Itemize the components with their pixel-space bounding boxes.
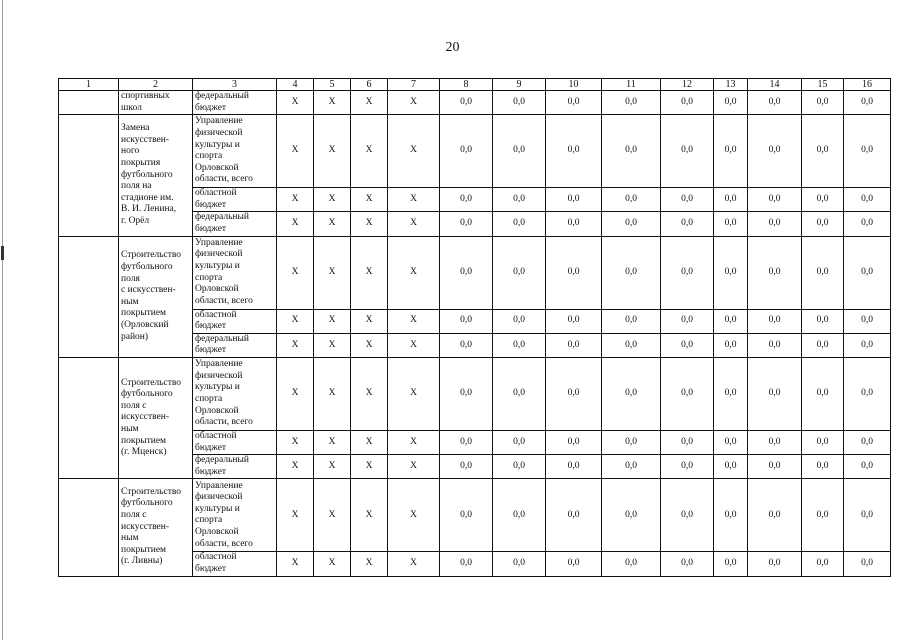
event-name-line: поля с — [121, 510, 147, 521]
column-number: 14 — [748, 79, 802, 91]
x-mark-cell: Х — [277, 552, 314, 576]
event-name-cell — [119, 357, 193, 478]
funding-source-cell — [193, 552, 277, 576]
funding-source-line: области, всего — [195, 538, 253, 549]
value-cell: 0,0 — [440, 430, 493, 454]
x-mark-cell: Х — [351, 236, 388, 309]
value-cell: 0,0 — [714, 212, 748, 236]
column-number: 10 — [546, 79, 602, 91]
table-row — [59, 115, 891, 188]
x-mark-cell: Х — [351, 309, 388, 333]
x-mark-cell: Х — [351, 333, 388, 357]
value-cell: 0,0 — [440, 455, 493, 479]
table-row — [59, 91, 891, 115]
value-cell: 0,0 — [748, 333, 802, 357]
value-cell: 0,0 — [493, 188, 546, 212]
event-name-line: футбольного — [121, 169, 173, 180]
index-cell — [59, 91, 119, 115]
funding-source-line: бюджет — [195, 466, 227, 477]
funding-source-line: Орловской — [195, 405, 239, 416]
value-cell: 0,0 — [546, 333, 602, 357]
x-mark-cell: Х — [277, 357, 314, 430]
value-cell: 0,0 — [748, 357, 802, 430]
funding-source-line: областной — [195, 188, 237, 199]
event-name-line: поля с — [121, 400, 147, 411]
event-name-line: покрытия — [121, 157, 161, 168]
column-number: 3 — [193, 79, 277, 91]
event-name-line: футбольного — [121, 261, 173, 272]
value-cell: 0,0 — [844, 188, 891, 212]
value-cell: 0,0 — [602, 455, 661, 479]
value-cell: 0,0 — [602, 333, 661, 357]
x-mark-cell: Х — [351, 455, 388, 479]
value-cell: 0,0 — [844, 91, 891, 115]
event-name-line: с искусствен- — [121, 285, 176, 296]
x-mark-cell: Х — [314, 552, 351, 576]
value-cell: 0,0 — [714, 333, 748, 357]
x-mark-cell: Х — [277, 91, 314, 115]
value-cell: 0,0 — [714, 479, 748, 552]
event-name-line: искусствен- — [121, 134, 170, 145]
event-name-line: стадионе им. — [121, 192, 174, 203]
value-cell: 0,0 — [546, 236, 602, 309]
x-mark-cell: Х — [388, 188, 440, 212]
value-cell: 0,0 — [748, 430, 802, 454]
funding-source-line: бюджет — [195, 321, 227, 332]
event-name-line: Строительство — [121, 250, 182, 261]
event-name-line: район) — [121, 331, 149, 342]
value-cell: 0,0 — [546, 212, 602, 236]
x-mark-cell: Х — [314, 236, 351, 309]
x-mark-cell: Х — [277, 309, 314, 333]
funding-source-line: культуры и — [195, 139, 240, 150]
index-cell — [59, 479, 119, 576]
event-name-line: покрытием — [121, 308, 167, 319]
value-cell: 0,0 — [546, 91, 602, 115]
value-cell: 0,0 — [714, 115, 748, 188]
x-mark-cell: Х — [314, 91, 351, 115]
value-cell: 0,0 — [493, 309, 546, 333]
value-cell: 0,0 — [602, 91, 661, 115]
event-name-cell — [119, 236, 193, 357]
value-cell: 0,0 — [493, 91, 546, 115]
left-margin-line — [2, 0, 3, 640]
event-name-line: (Орловский — [121, 319, 169, 330]
event-name-line: Строительство — [121, 377, 182, 388]
column-number: 6 — [351, 79, 388, 91]
left-margin-mark — [1, 246, 4, 260]
value-cell: 0,0 — [802, 212, 844, 236]
x-mark-cell: Х — [314, 430, 351, 454]
column-number: 16 — [844, 79, 891, 91]
column-number: 5 — [314, 79, 351, 91]
value-cell: 0,0 — [802, 455, 844, 479]
value-cell: 0,0 — [661, 552, 714, 576]
table-row — [59, 479, 891, 552]
value-cell: 0,0 — [602, 357, 661, 430]
x-mark-cell: Х — [388, 91, 440, 115]
x-mark-cell: Х — [277, 212, 314, 236]
value-cell: 0,0 — [802, 91, 844, 115]
value-cell: 0,0 — [546, 309, 602, 333]
event-name-line: искусствен- — [121, 412, 170, 423]
x-mark-cell: Х — [351, 188, 388, 212]
event-name-line: В. И. Ленина, — [121, 204, 177, 215]
funding-source-line: спорта — [195, 151, 223, 162]
funding-source-line: бюджет — [195, 563, 227, 574]
funding-source-line: физической — [195, 249, 243, 260]
x-mark-cell: Х — [351, 115, 388, 188]
value-cell: 0,0 — [493, 236, 546, 309]
value-cell: 0,0 — [661, 91, 714, 115]
funding-source-line: Управление — [195, 116, 243, 127]
x-mark-cell: Х — [388, 212, 440, 236]
funding-source-cell — [193, 479, 277, 552]
value-cell: 0,0 — [602, 430, 661, 454]
value-cell: 0,0 — [748, 455, 802, 479]
value-cell: 0,0 — [493, 357, 546, 430]
event-name-line: ным — [121, 423, 139, 434]
funding-source-cell — [193, 430, 277, 454]
x-mark-cell: Х — [351, 430, 388, 454]
x-mark-cell: Х — [277, 430, 314, 454]
value-cell: 0,0 — [440, 552, 493, 576]
x-mark-cell: Х — [277, 115, 314, 188]
x-mark-cell: Х — [351, 357, 388, 430]
value-cell: 0,0 — [661, 309, 714, 333]
funding-source-line: Орловской — [195, 162, 239, 173]
value-cell: 0,0 — [493, 430, 546, 454]
value-cell: 0,0 — [440, 115, 493, 188]
funding-source-cell — [193, 91, 277, 115]
value-cell: 0,0 — [661, 212, 714, 236]
table-row — [59, 236, 891, 309]
value-cell: 0,0 — [802, 309, 844, 333]
funding-source-cell — [193, 455, 277, 479]
funding-source-line: областной — [195, 309, 237, 320]
value-cell: 0,0 — [714, 552, 748, 576]
value-cell: 0,0 — [493, 333, 546, 357]
x-mark-cell: Х — [388, 115, 440, 188]
funding-source-line: федеральный — [195, 91, 249, 101]
x-mark-cell: Х — [277, 479, 314, 552]
value-cell: 0,0 — [440, 188, 493, 212]
value-cell: 0,0 — [802, 188, 844, 212]
funding-source-line: бюджет — [195, 199, 227, 210]
event-name-line: спортивных — [121, 91, 170, 101]
column-number: 2 — [119, 79, 193, 91]
x-mark-cell: Х — [351, 552, 388, 576]
value-cell: 0,0 — [661, 479, 714, 552]
funding-source-line: федеральный — [195, 212, 249, 223]
funding-source-line: бюджет — [195, 102, 227, 113]
funding-source-line: культуры и — [195, 382, 240, 393]
x-mark-cell: Х — [314, 357, 351, 430]
x-mark-cell: Х — [314, 188, 351, 212]
x-mark-cell: Х — [277, 188, 314, 212]
value-cell: 0,0 — [714, 357, 748, 430]
funding-source-line: Орловской — [195, 526, 239, 537]
value-cell: 0,0 — [748, 212, 802, 236]
value-cell: 0,0 — [802, 333, 844, 357]
event-name-line: (г. Ливны) — [121, 556, 163, 567]
funding-source-line: Управление — [195, 237, 243, 248]
value-cell: 0,0 — [844, 115, 891, 188]
index-cell — [59, 357, 119, 478]
column-number: 13 — [714, 79, 748, 91]
event-name-line: школ — [121, 102, 142, 113]
funding-source-line: бюджет — [195, 223, 227, 234]
funding-source-line: культуры и — [195, 260, 240, 271]
value-cell: 0,0 — [602, 212, 661, 236]
value-cell: 0,0 — [440, 236, 493, 309]
value-cell: 0,0 — [714, 236, 748, 309]
value-cell: 0,0 — [493, 552, 546, 576]
x-mark-cell: Х — [277, 333, 314, 357]
value-cell: 0,0 — [802, 430, 844, 454]
value-cell: 0,0 — [802, 479, 844, 552]
funding-source-cell — [193, 357, 277, 430]
value-cell: 0,0 — [661, 333, 714, 357]
value-cell: 0,0 — [802, 115, 844, 188]
funding-source-line: области, всего — [195, 174, 253, 185]
x-mark-cell: Х — [388, 430, 440, 454]
index-cell — [59, 236, 119, 357]
value-cell: 0,0 — [844, 212, 891, 236]
value-cell: 0,0 — [844, 455, 891, 479]
value-cell: 0,0 — [546, 115, 602, 188]
x-mark-cell: Х — [388, 357, 440, 430]
table-row — [59, 357, 891, 430]
value-cell: 0,0 — [493, 115, 546, 188]
funding-source-line: спорта — [195, 393, 223, 404]
value-cell: 0,0 — [602, 188, 661, 212]
value-cell: 0,0 — [748, 188, 802, 212]
event-name-cell — [119, 479, 193, 576]
value-cell: 0,0 — [546, 430, 602, 454]
value-cell: 0,0 — [748, 91, 802, 115]
funding-source-line: областной — [195, 430, 237, 441]
value-cell: 0,0 — [440, 479, 493, 552]
value-cell: 0,0 — [748, 479, 802, 552]
funding-source-line: Управление — [195, 480, 243, 491]
value-cell: 0,0 — [714, 188, 748, 212]
funding-source-line: области, всего — [195, 417, 253, 428]
value-cell: 0,0 — [844, 430, 891, 454]
x-mark-cell: Х — [351, 212, 388, 236]
column-number: 12 — [661, 79, 714, 91]
value-cell: 0,0 — [440, 91, 493, 115]
funding-source-line: Управление — [195, 359, 243, 370]
column-number: 1 — [59, 79, 119, 91]
x-mark-cell: Х — [277, 455, 314, 479]
value-cell: 0,0 — [802, 236, 844, 309]
column-number: 7 — [388, 79, 440, 91]
funding-source-line: области, всего — [195, 295, 253, 306]
column-number: 11 — [602, 79, 661, 91]
funding-source-cell — [193, 309, 277, 333]
value-cell: 0,0 — [546, 479, 602, 552]
budget-table — [58, 78, 891, 577]
value-cell: 0,0 — [844, 357, 891, 430]
value-cell: 0,0 — [546, 357, 602, 430]
column-number: 15 — [802, 79, 844, 91]
event-name-line: футбольного — [121, 498, 173, 509]
value-cell: 0,0 — [440, 333, 493, 357]
value-cell: 0,0 — [661, 115, 714, 188]
x-mark-cell: Х — [388, 236, 440, 309]
x-mark-cell: Х — [351, 479, 388, 552]
value-cell: 0,0 — [748, 115, 802, 188]
value-cell: 0,0 — [844, 236, 891, 309]
value-cell: 0,0 — [440, 212, 493, 236]
event-name-cell — [119, 115, 193, 236]
value-cell: 0,0 — [602, 236, 661, 309]
funding-source-line: спорта — [195, 515, 223, 526]
funding-source-line: областной — [195, 552, 237, 563]
value-cell: 0,0 — [802, 552, 844, 576]
event-name-line: покрытием — [121, 544, 167, 555]
page-number: 20 — [445, 40, 460, 55]
x-mark-cell: Х — [314, 455, 351, 479]
event-name-cell — [119, 91, 193, 115]
value-cell: 0,0 — [748, 236, 802, 309]
column-number: 8 — [440, 79, 493, 91]
x-mark-cell: Х — [388, 455, 440, 479]
value-cell: 0,0 — [661, 236, 714, 309]
value-cell: 0,0 — [844, 333, 891, 357]
value-cell: 0,0 — [844, 479, 891, 552]
funding-source-line: физической — [195, 128, 243, 138]
value-cell: 0,0 — [661, 357, 714, 430]
value-cell: 0,0 — [602, 115, 661, 188]
index-cell — [59, 115, 119, 236]
funding-source-cell — [193, 212, 277, 236]
funding-source-line: спорта — [195, 272, 223, 283]
value-cell: 0,0 — [546, 455, 602, 479]
value-cell: 0,0 — [844, 309, 891, 333]
funding-source-line: бюджет — [195, 442, 227, 453]
event-name-line: ного — [121, 146, 140, 157]
value-cell: 0,0 — [714, 309, 748, 333]
x-mark-cell: Х — [277, 236, 314, 309]
event-name-line: покрытием — [121, 435, 167, 446]
value-cell: 0,0 — [661, 455, 714, 479]
value-cell: 0,0 — [493, 479, 546, 552]
value-cell: 0,0 — [546, 552, 602, 576]
x-mark-cell: Х — [351, 91, 388, 115]
column-number: 4 — [277, 79, 314, 91]
funding-source-cell — [193, 333, 277, 357]
value-cell: 0,0 — [493, 212, 546, 236]
value-cell: 0,0 — [546, 188, 602, 212]
x-mark-cell: Х — [388, 479, 440, 552]
value-cell: 0,0 — [661, 430, 714, 454]
value-cell: 0,0 — [714, 91, 748, 115]
event-name-line: поля — [121, 273, 140, 284]
value-cell: 0,0 — [602, 479, 661, 552]
event-name-line: футбольного — [121, 389, 173, 400]
value-cell: 0,0 — [714, 430, 748, 454]
event-name-line: Замена — [121, 123, 150, 134]
event-name-line: г. Орёл — [121, 215, 150, 226]
column-number-row — [59, 79, 891, 91]
funding-source-line: культуры и — [195, 503, 240, 514]
value-cell: 0,0 — [748, 552, 802, 576]
x-mark-cell: Х — [314, 479, 351, 552]
x-mark-cell: Х — [314, 212, 351, 236]
column-number: 9 — [493, 79, 546, 91]
event-name-line: поля на — [121, 181, 152, 192]
funding-source-line: физической — [195, 492, 243, 503]
x-mark-cell: Х — [314, 309, 351, 333]
event-name-line: ным — [121, 296, 139, 307]
event-name-line: Строительство — [121, 486, 182, 497]
funding-source-line: физической — [195, 370, 243, 381]
value-cell: 0,0 — [714, 455, 748, 479]
event-name-line: (г. Мценск) — [121, 447, 167, 458]
funding-source-line: бюджет — [195, 345, 227, 356]
value-cell: 0,0 — [844, 552, 891, 576]
value-cell: 0,0 — [440, 309, 493, 333]
value-cell: 0,0 — [602, 309, 661, 333]
x-mark-cell: Х — [388, 552, 440, 576]
funding-source-line: федеральный — [195, 333, 249, 344]
x-mark-cell: Х — [388, 333, 440, 357]
x-mark-cell: Х — [314, 333, 351, 357]
funding-source-line: Орловской — [195, 284, 239, 295]
funding-source-cell — [193, 115, 277, 188]
funding-source-cell — [193, 236, 277, 309]
value-cell: 0,0 — [661, 188, 714, 212]
value-cell: 0,0 — [440, 357, 493, 430]
funding-source-cell — [193, 188, 277, 212]
funding-source-line: федеральный — [195, 455, 249, 466]
x-mark-cell: Х — [314, 115, 351, 188]
event-name-line: ным — [121, 533, 139, 544]
value-cell: 0,0 — [802, 357, 844, 430]
value-cell: 0,0 — [602, 552, 661, 576]
value-cell: 0,0 — [748, 309, 802, 333]
x-mark-cell: Х — [388, 309, 440, 333]
value-cell: 0,0 — [493, 455, 546, 479]
event-name-line: искусствен- — [121, 521, 170, 532]
